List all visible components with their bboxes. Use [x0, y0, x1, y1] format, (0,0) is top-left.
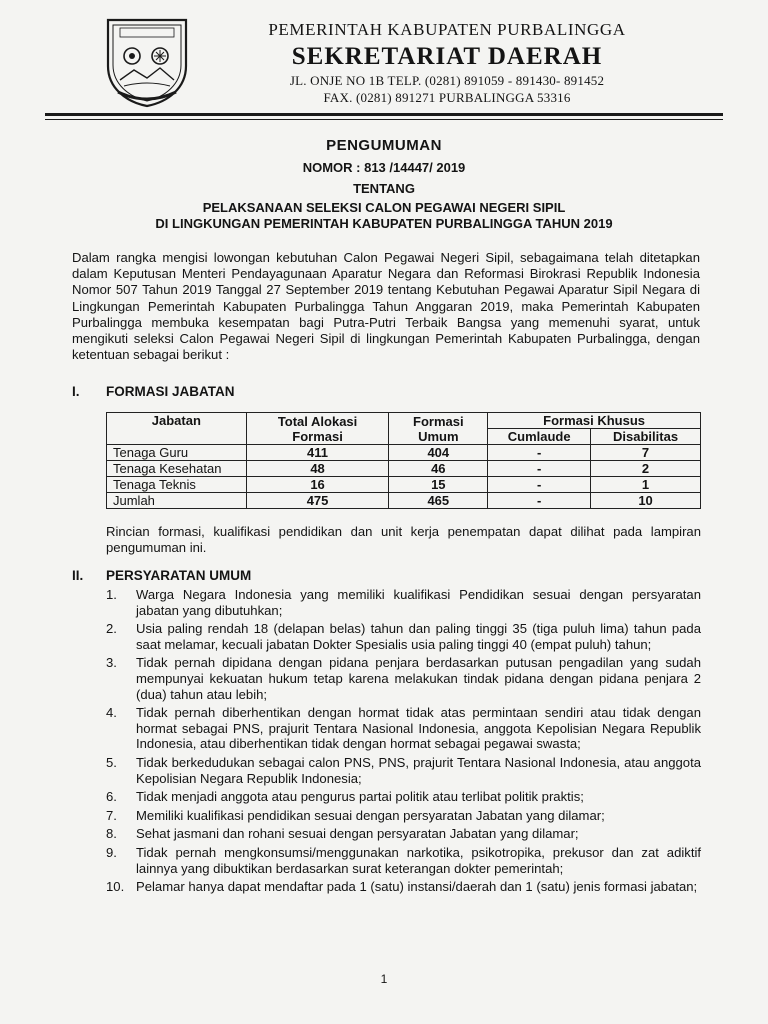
table-row: [107, 477, 701, 493]
list-item: [106, 655, 701, 702]
item-number: 9.: [106, 844, 117, 860]
intro-paragraph: Dalam rangka mengisi lowongan kebutuhan Calon Pegawai Negeri Sipil, sebagaimana telah ditetapkan dalam Keputusan Menteri Pendayagunaan Aparatur Negara dan Reformasi Birokrasi Republik Indonesia Nomor 507 Tahun 2019 Tanggal 27 September 2019 tentang Kebutuhan Pegawai Aparatur Sipil Negara di Lingkungan Pemerintah Kabupaten Purbalingga Tahun Anggaran 2019, maka Pemerintah Kabupaten Purbalingga membuka kesempatan bagi Putra-Putri Terbaik Bangsa yang memenuhi syarat, untuk mengikuti seleksi Calon Pegawai Negeri Sipil di lingkungan Pemerintah Kabupaten Purbalingga, dengan ketentuan sebagai berikut :: [72, 250, 700, 363]
cell-total: 411: [246, 445, 389, 461]
cell-disabilitas: 7: [591, 445, 701, 461]
item-text: Pelamar hanya dapat mendaftar pada 1 (satu) instansi/daerah dan 1 (satu) jenis formasi jabatan;: [136, 879, 698, 895]
letterhead-government: PEMERINTAH KABUPATEN PURBALINGGA: [268, 20, 626, 39]
cell-disabilitas: 10: [591, 493, 701, 509]
list-item: [106, 845, 701, 876]
list-item: [106, 789, 701, 805]
header-disabilitas: Disabilitas: [591, 429, 701, 445]
list-item: [106, 808, 701, 824]
list-item: [106, 587, 701, 618]
table-row-total: [107, 493, 701, 509]
header-rule-thick: [45, 113, 723, 116]
list-item: [106, 879, 701, 895]
item-text: Warga Negara Indonesia yang memiliki kualifikasi Pendidikan sesuai dengan persyaratan jabatan yang dibutuhkan;: [136, 587, 701, 618]
item-number: 7.: [106, 807, 117, 823]
item-number: 3.: [106, 655, 117, 671]
item-number: 1.: [106, 587, 117, 602]
cell-total: 48: [246, 461, 389, 477]
header-cumlaude: Cumlaude: [488, 429, 591, 445]
page-number: 1: [380, 972, 388, 986]
item-text: Tidak berkedudukan sebagai calon PNS, PNS, prajurit Tentara Nasional Indonesia, atau anggota Kepolisian Negara Republik Indonesia;: [136, 754, 701, 786]
cell-cumlaude: -: [488, 445, 591, 461]
section-number: I.: [72, 384, 80, 399]
cell-disabilitas: 1: [591, 477, 701, 493]
cell-total: 16: [246, 477, 389, 493]
item-text: Memiliki kualifikasi pendidikan sesuai dengan persyaratan Jabatan yang dilamar;: [136, 807, 605, 823]
cell-jabatan: Tenaga Guru: [107, 445, 247, 461]
cell-umum: 15: [389, 477, 488, 493]
header-jabatan: Jabatan: [107, 413, 247, 445]
item-number: 8.: [106, 826, 117, 842]
regency-emblem-icon: [102, 14, 192, 108]
cell-jabatan: Tenaga Teknis: [107, 477, 247, 493]
item-text: Sehat jasmani dan rohani sesuai dengan persyaratan Jabatan yang dilamar;: [136, 826, 579, 842]
requirements-list: [106, 587, 701, 898]
table-row: [107, 445, 701, 461]
table-row: [107, 461, 701, 477]
announcement-subject-line1: PELAKSANAAN SELEKSI CALON PEGAWAI NEGERI SIPIL: [202, 200, 566, 215]
item-text: Tidak pernah diberhentikan dengan hormat tidak atas permintaan sendiri atau tidak dengan hormat sebagai PNS, prajurit Tentara Nasional Indonesia, anggota Kepolisian Negara Republik Indonesia, atau diberhentikan tidak dengan hormat sebagai pegawai swasta;: [136, 705, 701, 752]
header-umum-line2: Umum: [418, 428, 459, 444]
letterhead-office: SEKRETARIAT DAERAH: [291, 43, 603, 70]
cell-cumlaude: -: [488, 493, 591, 509]
letterhead: [232, 20, 662, 106]
announcement-title: PENGUMUMAN: [326, 137, 442, 154]
announcement-subject-line2: DI LINGKUNGAN PEMERINTAH KABUPATEN PURBALINGGA TAHUN 2019: [155, 216, 613, 231]
item-number: 10.: [106, 879, 125, 895]
section-number: II.: [72, 568, 84, 583]
header-umum: [389, 413, 488, 445]
list-item: [106, 755, 701, 786]
item-number: 5.: [106, 754, 117, 770]
cell-umum: 404: [389, 445, 488, 461]
list-item: [106, 705, 701, 752]
cell-jabatan: Tenaga Kesehatan: [107, 461, 247, 477]
formasi-table: [106, 412, 701, 509]
header-rule-thin: [45, 119, 723, 120]
announcement-number: NOMOR : 813 /14447/ 2019: [302, 160, 466, 175]
item-number: 2.: [106, 621, 117, 637]
section-title: FORMASI JABATAN: [106, 384, 235, 399]
letterhead-address: JL. ONJE NO 1B TELP. (0281) 891059 - 891430- 891452: [289, 73, 605, 88]
header-umum-line1: Formasi: [413, 413, 464, 429]
header-total-line1: Total Alokasi: [277, 413, 358, 429]
item-number: 4.: [106, 705, 117, 721]
item-text: Tidak menjadi anggota atau pengurus partai politik atau terlibat politik praktis;: [136, 789, 584, 805]
letterhead-fax: FAX. (0281) 891271 PURBALINGGA 53316: [323, 90, 571, 105]
cell-jabatan: Jumlah: [107, 493, 247, 509]
announcement-about: TENTANG: [353, 181, 415, 196]
item-text: Tidak pernah dipidana dengan pidana penjara berdasarkan putusan pengadilan yang sudah mempunyai kekuatan hukum tetap karena melakukan tindak pidana dengan pidana penjara 2 (dua) tahun atau lebih;: [136, 655, 701, 702]
cell-disabilitas: 2: [591, 461, 701, 477]
list-item: [106, 621, 701, 652]
item-number: 6.: [106, 789, 117, 805]
cell-cumlaude: -: [488, 477, 591, 493]
cell-umum: 46: [389, 461, 488, 477]
cell-cumlaude: -: [488, 461, 591, 477]
item-text: Usia paling rendah 18 (delapan belas) tahun dan paling tinggi 35 (tiga puluh lima) tahun pada saat melamar, kecuali jabatan Dokter Spesialis usia paling tinggi 40 (empat puluh) tahun;: [136, 621, 701, 652]
cell-total: 475: [246, 493, 389, 509]
formasi-note: Rincian formasi, kualifikasi pendidikan dan unit kerja penempatan dapat dilihat pada lampiran pengumuman ini.: [106, 524, 701, 556]
section-title: PERSYARATAN UMUM: [106, 568, 252, 583]
header-total: [246, 413, 389, 445]
cell-umum: 465: [389, 493, 488, 509]
list-item: [106, 826, 701, 842]
header-khusus: Formasi Khusus: [488, 413, 701, 429]
header-total-line2: Formasi: [292, 428, 343, 444]
item-text: Tidak pernah mengkonsumsi/menggunakan narkotika, psikotropika, prekusor dan zat adiktif lainnya yang dibuktikan berdasarkan surat keterangan dokter pemerintah;: [136, 844, 701, 876]
